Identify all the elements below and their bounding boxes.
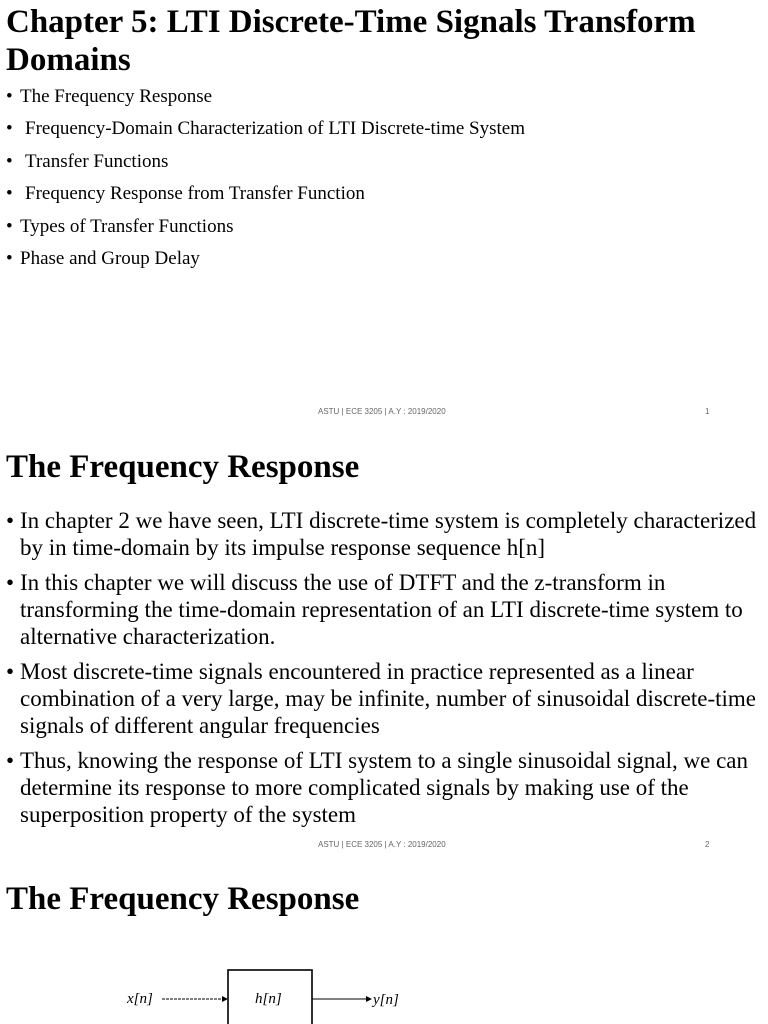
- bullet: •: [6, 150, 13, 172]
- footer-text: ASTU | ECE 3205 | A.Y : 2019/2020: [318, 407, 446, 416]
- block-diagram-graphic: [0, 956, 768, 1024]
- list-item-text: The Frequency Response: [20, 86, 213, 107]
- list-item-text: Most discrete-time signals encountered in practice represented as a linear combination of a very large, may be infinite, number of sinusoidal discrete-time signals of different angular frequencies: [20, 659, 756, 738]
- list-item: [6, 85, 525, 117]
- slide-footer: [0, 840, 768, 852]
- bullet: •: [6, 215, 13, 237]
- list-item: [6, 658, 762, 739]
- list-item: [6, 507, 762, 561]
- list-item: [6, 569, 762, 650]
- page-number: 1: [705, 407, 710, 416]
- list-item-text: Transfer Functions: [25, 150, 169, 172]
- bullet: •: [6, 86, 13, 107]
- footer-text: ASTU | ECE 3205 | A.Y : 2019/2020: [318, 840, 446, 849]
- input-label: x[n]: [127, 991, 153, 1007]
- input-arrow-head: [222, 996, 228, 1002]
- list-item: [6, 117, 525, 149]
- slide-footer: [0, 407, 768, 419]
- list-item: [6, 182, 525, 214]
- list-item-text: Frequency-Domain Characterization of LTI Discrete-time System: [25, 118, 525, 140]
- slide-title: Chapter 5: LTI Discrete-Time Signals Transform Domains: [6, 4, 696, 78]
- list-item-text: Phase and Group Delay: [20, 247, 200, 269]
- output-arrow-head: [366, 996, 372, 1002]
- slide-title: The Frequency Response: [6, 449, 360, 485]
- page-number: 2: [705, 840, 710, 849]
- list-item: [6, 150, 525, 182]
- list-item-text: Thus, knowing the response of LTI system to a single sinusoidal signal, we can determine its response to more complicated signals by making use of the superposition property of the system: [20, 748, 749, 827]
- bullet: •: [6, 247, 13, 269]
- topic-list: [6, 85, 525, 279]
- output-label: y[n]: [373, 992, 399, 1008]
- slide-3: [0, 864, 768, 1024]
- slide-1: [0, 0, 768, 432]
- bullet: •: [6, 118, 13, 140]
- bullet: •: [6, 748, 15, 773]
- slide-2: [0, 432, 768, 864]
- list-item-text: In this chapter we will discuss the use of DTFT and the z-transform in transforming the time-domain representation of an LTI discrete-time system to alternative characterization.: [20, 570, 743, 649]
- bullet: •: [6, 659, 15, 684]
- block-diagram: [0, 956, 768, 1024]
- bullet: •: [6, 508, 15, 533]
- bullet: •: [6, 183, 13, 205]
- list-item: [6, 247, 525, 279]
- list-item-text: Types of Transfer Functions: [20, 215, 234, 237]
- bullet-list: [6, 507, 762, 836]
- bullet: •: [6, 570, 15, 595]
- slide-title: The Frequency Response: [6, 881, 360, 917]
- list-item: [6, 747, 762, 828]
- list-item: [6, 215, 525, 247]
- list-item-text: In chapter 2 we have seen, LTI discrete-time system is completely characterized by in time-domain by its impulse response sequence h[n]: [20, 508, 757, 560]
- list-item-text: Frequency Response from Transfer Function: [25, 183, 365, 205]
- block-label: h[n]: [255, 991, 282, 1007]
